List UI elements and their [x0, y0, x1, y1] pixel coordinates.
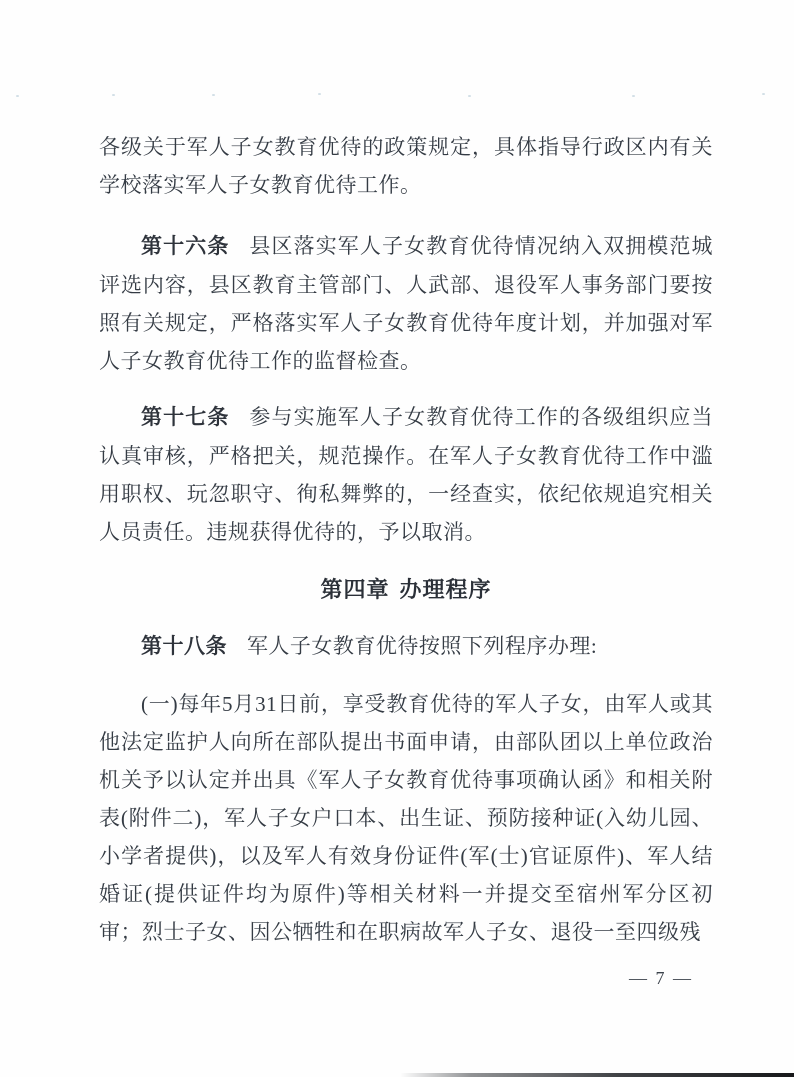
scan-speckle [762, 93, 765, 95]
paragraph-text: 军人子女教育优待按照下列程序办理: [246, 634, 598, 659]
paragraph-text: (一)每年5月31日前，享受教育优待的军人子女，由军人或其他法定监护人向所在部队提出书面申请，由部队团以上单位政治机关予以认定并出具《军人子女教育优待事项确认函》和相关附表(附件二)，军人子女户口本、出生证、预防接种证(入幼儿园、小学者提供)，以及军人有效身份证件(军(士)官证原件)、军人结婚证(提供证件均为原件)等相关材料一并提交至宿州军分区初审；烈士子女、因公牺牲和在职病故军人子女、退役一至四级残 [99, 692, 713, 945]
paragraph-article-17 [99, 398, 713, 551]
paragraph-article-16 [99, 227, 713, 380]
scan-speckle [212, 94, 215, 96]
article-16-number: 第十六条 [141, 235, 230, 258]
scan-speckle [318, 93, 321, 95]
chapter-title: 办理程序 [399, 577, 492, 602]
document-body-text [99, 128, 713, 997]
scan-speckle [112, 94, 115, 96]
article-17-number: 第十七条 [141, 406, 230, 429]
scan-speckle [16, 95, 19, 97]
scan-speckle [632, 95, 635, 97]
paragraph-text: 县区落实军人子女教育优待情况纳入双拥模范城评选内容，县区教育主管部门、人武部、退役军人事务部门要按照有关规定，严格落实军人子女教育优待年度计划，并加强对军人子女教育优待工作的监督检查。 [99, 234, 714, 373]
chapter-number: 第四章 [320, 577, 390, 602]
page-number: — 7 — [629, 968, 693, 989]
scan-speckle [468, 95, 471, 97]
paragraph-procedure-item-1 [99, 685, 713, 951]
paragraph-continuation [99, 128, 713, 204]
paragraph-text: 各级关于军人子女教育优待的政策规定，具体指导行政区内有关学校落实军人子女教育优待工作。 [99, 135, 713, 197]
article-18-number: 第十八条 [141, 635, 227, 659]
chapter-4-heading [99, 571, 713, 609]
paragraph-text: 参与实施军人子女教育优待工作的各级组织应当认真审核，严格把关，规范操作。在军人子女教育优待工作中滥用职权、玩忽职守、徇私舞弊的，一经查实，依纪依规追究相关人员责任。违规获得优待的，予以取消。 [99, 405, 714, 544]
scan-edge-shadow [400, 1073, 794, 1077]
paragraph-article-18 [99, 627, 713, 666]
